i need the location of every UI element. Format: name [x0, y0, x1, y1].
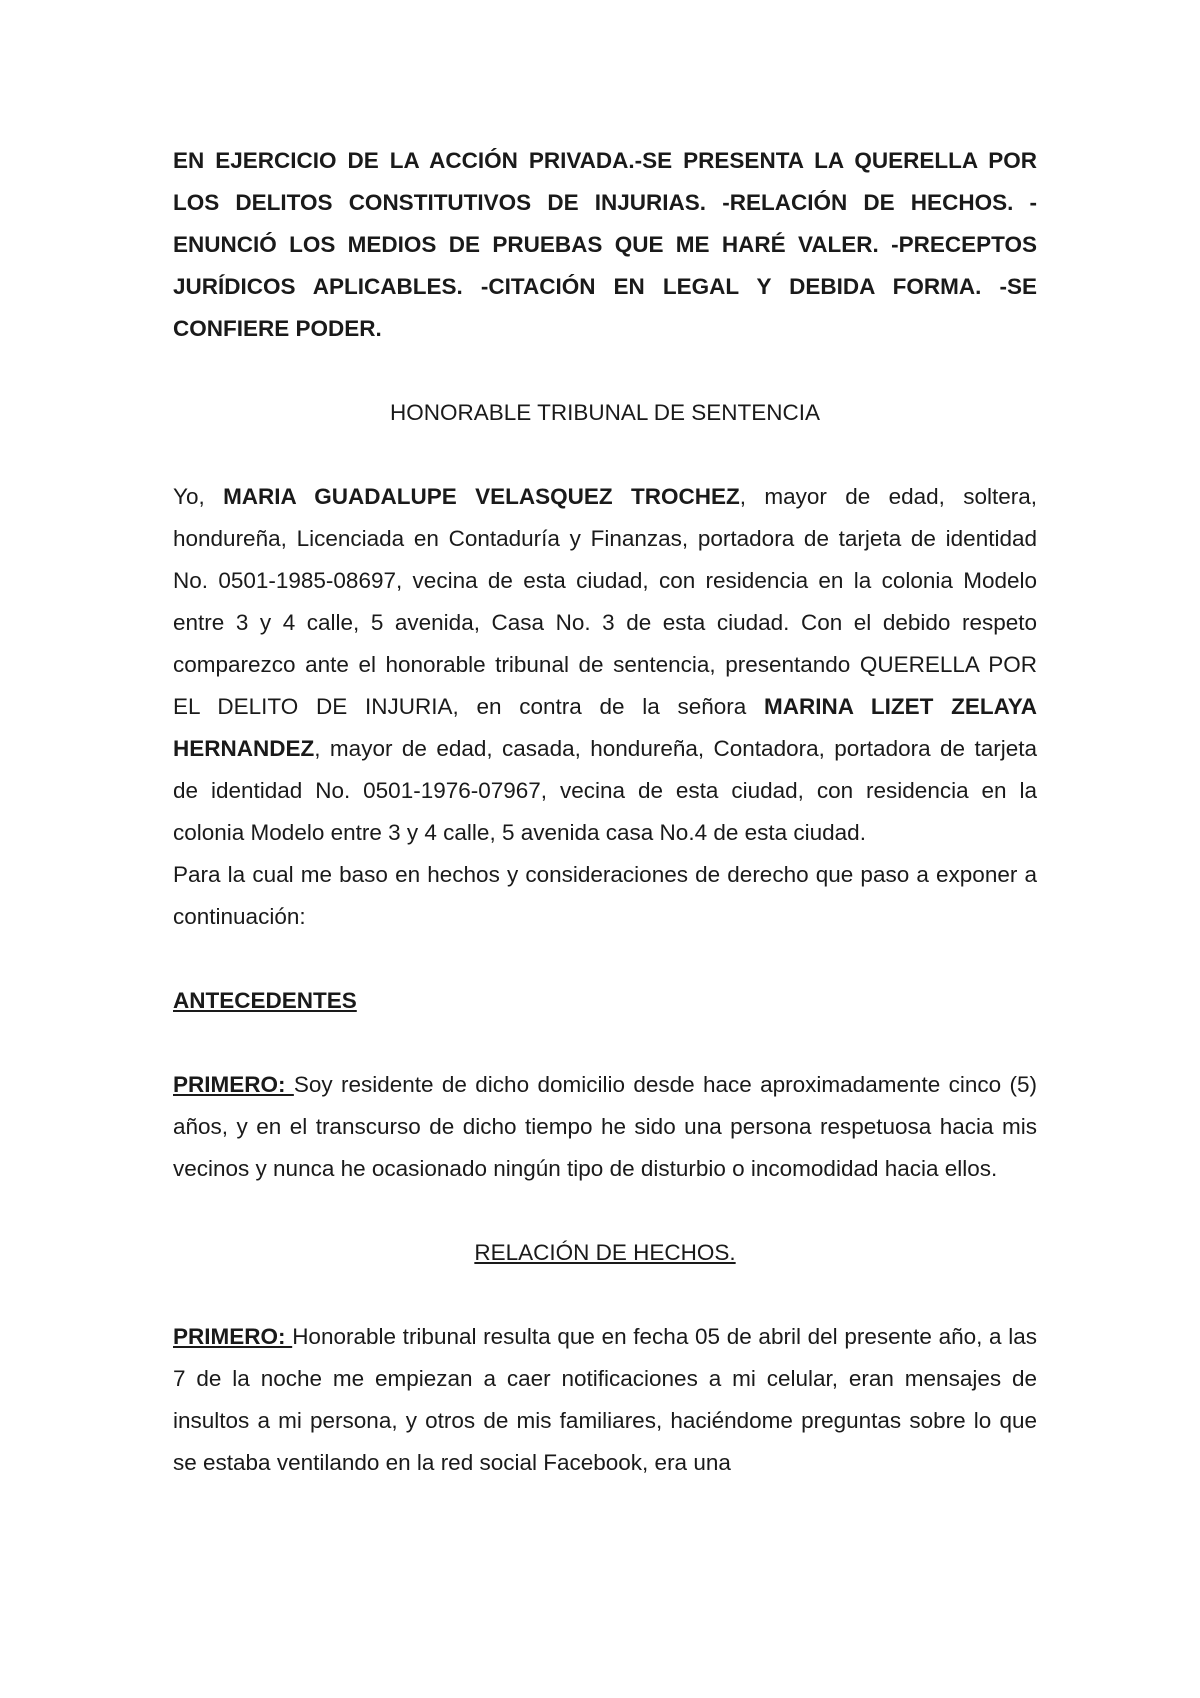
- relacion-first-label: PRIMERO:: [173, 1324, 293, 1349]
- antecedentes-first-paragraph: [173, 1064, 1037, 1190]
- document-body: [173, 140, 1037, 1484]
- relacion-first-paragraph: [173, 1316, 1037, 1484]
- antecedentes-title: ANTECEDENTES: [173, 988, 357, 1013]
- tribunal-heading: HONORABLE TRIBUNAL DE SENTENCIA: [389, 400, 821, 425]
- relacion-first-text: Honorable tribunal resulta que en fecha 05 de abril del presente año, a las 7 de la noche me empiezan a caer notificaciones a mi celular, eran mensajes de insultos a mi persona, y otros de mis familiares, haciéndome preguntas sobre lo que se estaba ventilando en la red social Facebook, era una: [173, 1324, 1037, 1475]
- relacion-heading: [173, 1232, 1037, 1274]
- basis-paragraph: Para la cual me baso en hechos y consideraciones de derecho que paso a exponer a continuación:: [173, 862, 1037, 929]
- intro-text-middle: , mayor de edad, soltera, hondureña, Licenciada en Contaduría y Finanzas, portadora de tarjeta de identidad No. 0501-1985-08697, vecina de esta ciudad, con residencia en la colonia Modelo entre 3 y 4 calle, 5 avenida, Casa No. 3 de esta ciudad. Con el debido respeto comparezco ante el honorable tribunal de sentencia, presentando QUERELLA POR EL DELITO DE INJURIA, en contra de la señora: [173, 484, 1038, 719]
- antecedentes-first-text: Soy residente de dicho domicilio desde hace aproximadamente cinco (5) años, y en el transcurso de dicho tiempo he sido una persona respetuosa hacia mis vecinos y nunca he ocasionado ningún tipo de disturbio o incomodidad hacia ellos.: [173, 1072, 1037, 1181]
- antecedentes-first-label: PRIMERO:: [173, 1072, 294, 1097]
- plaintiff-name: MARIA GUADALUPE VELASQUEZ TROCHEZ: [223, 484, 740, 509]
- intro-text-start: Yo,: [173, 484, 224, 509]
- antecedentes-heading: [173, 980, 1037, 1022]
- defendant-name: MARINA LIZET ZELAYA HERNANDEZ: [173, 694, 1037, 761]
- relacion-title: RELACIÓN DE HECHOS.: [474, 1240, 736, 1265]
- intro-paragraph: [173, 476, 1037, 854]
- intro-text-end: , mayor de edad, casada, hondureña, Contadora, portadora de tarjeta de identidad No. 0501-1976-07967, vecina de esta ciudad, con residencia en la colonia Modelo entre 3 y 4 calle, 5 avenida casa No.4 de esta ciudad.: [173, 736, 1037, 845]
- document-heading: EN EJERCICIO DE LA ACCIÓN PRIVADA.-SE PRESENTA LA QUERELLA POR LOS DELITOS CONSTITUTIVOS DE INJURIAS. -RELACIÓN DE HECHOS. -ENUNCIÓ LOS MEDIOS DE PRUEBAS QUE ME HARÉ VALER. -PRECEPTOS JURÍDICOS APLICABLES. -CITACIÓN EN LEGAL Y DEBIDA FORMA. -SE CONFIERE PODER.: [173, 148, 1037, 341]
